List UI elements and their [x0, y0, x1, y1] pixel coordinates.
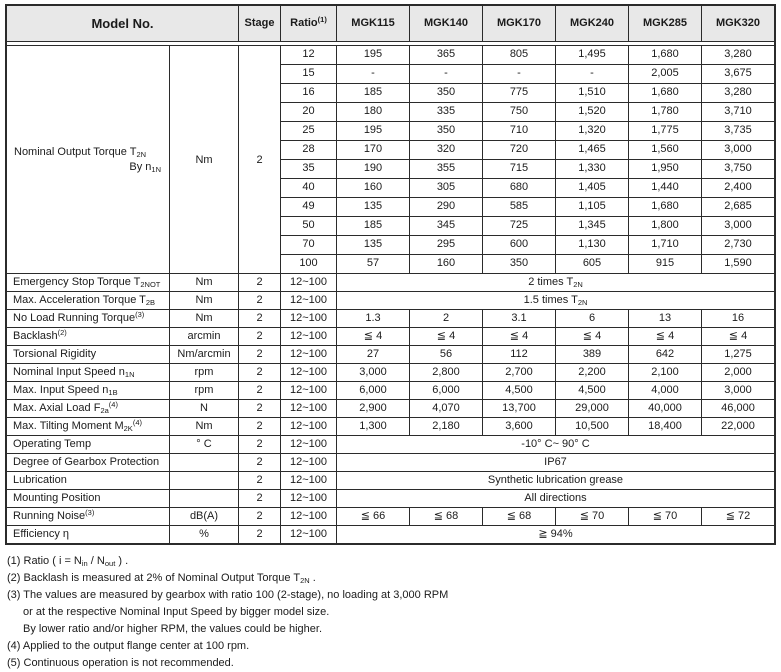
torque-value-cell: -	[337, 65, 410, 83]
spec-ratio-cell: 12~100	[281, 400, 337, 417]
spec-row	[7, 292, 774, 310]
spec-stage-cell: 2	[239, 328, 281, 345]
spec-value-cell: ≦ 68	[483, 508, 556, 525]
spec-label-cell: Operating Temp	[7, 436, 170, 453]
spec-row	[7, 436, 774, 454]
header-model-cell: MGK240	[556, 6, 629, 41]
spec-value-cell: ≦ 4	[483, 328, 556, 345]
spec-value-cell: 2,700	[483, 364, 556, 381]
spec-unit-cell: rpm	[170, 382, 239, 399]
spec-stage-cell: 2	[239, 526, 281, 543]
torque-value-cell: 3,675	[724, 67, 752, 79]
ratio-cell: 49	[281, 198, 337, 216]
torque-value-cell: 1,130	[556, 236, 629, 254]
spec-unit-cell: Nm	[170, 418, 239, 435]
spec-row	[7, 274, 774, 292]
spec-ratio-cell: 12~100	[281, 364, 337, 381]
torque-row	[281, 160, 774, 179]
torque-value-cell: 170	[337, 141, 410, 159]
spec-value-cell: 2	[410, 310, 483, 327]
torque-rows	[281, 46, 774, 273]
spec-value-cell: ≦ 4	[728, 330, 748, 342]
torque-unit-cell: Nm	[170, 46, 239, 273]
torque-value-cell: 3,000	[724, 219, 752, 231]
spec-ratio-cell: 12~100	[281, 382, 337, 399]
spec-value-cell: 4,500	[556, 382, 629, 399]
spec-value-cell: 27	[337, 346, 410, 363]
ratio-cell: 50	[281, 217, 337, 235]
spec-row	[7, 346, 774, 364]
torque-value-cell: 190	[337, 160, 410, 178]
spec-unit-cell: Nm	[170, 310, 239, 327]
spec-stage-cell: 2	[239, 418, 281, 435]
header-ratio: Ratio$^{(1)}$	[281, 6, 337, 41]
spec-value-cell: 13,700	[483, 400, 556, 417]
ratio-cell: 28	[281, 141, 337, 159]
torque-value-cell: 1,520	[556, 103, 629, 121]
spec-value-cell: ≦ 72	[725, 510, 751, 522]
torque-value-cell: -	[483, 65, 556, 83]
spec-unit-cell: Nm	[170, 292, 239, 309]
ratio-cell: 12	[281, 46, 337, 64]
torque-value-cell: 2,730	[724, 238, 752, 250]
spec-table	[5, 4, 776, 545]
spec-ratio-cell: 12~100	[281, 526, 337, 543]
spec-label-cell: Max. Input Speed $n_{1B}$	[7, 382, 170, 399]
spec-unit-cell: Nm/arcmin	[170, 346, 239, 363]
torque-value-cell: 1,105	[556, 198, 629, 216]
spec-value-cell: 16	[731, 312, 745, 324]
spec-span-cell: All directions	[524, 492, 587, 504]
torque-value-cell: 305	[410, 179, 483, 197]
spec-unit-cell: dB(A)	[170, 508, 239, 525]
torque-value-cell: 320	[410, 141, 483, 159]
torque-value-cell: 725	[483, 217, 556, 235]
spec-stage-cell: 2	[239, 274, 281, 291]
torque-row	[281, 122, 774, 141]
torque-value-cell: 1,495	[556, 46, 629, 64]
torque-value-cell: 1,800	[629, 217, 702, 235]
torque-value-cell: 710	[483, 122, 556, 140]
torque-value-cell: 3,750	[724, 162, 752, 174]
spec-span-cell: 1.5 times $T_{2N}$	[523, 294, 588, 307]
spec-value-cell: 112	[483, 346, 556, 363]
footnote-line: (3) The values are measured by gearbox with ratio 100 (2-stage), no loading at 3,000 RPM	[7, 589, 449, 601]
spec-value-cell: 1,275	[724, 348, 752, 360]
spec-value-cell: 6,000	[337, 382, 410, 399]
torque-value-cell: 715	[483, 160, 556, 178]
torque-row	[281, 217, 774, 236]
ratio-cell: 100	[281, 255, 337, 273]
ratio-cell: 25	[281, 122, 337, 140]
torque-row	[281, 65, 774, 84]
spec-value-cell: 29,000	[556, 400, 629, 417]
header-model-cell: MGK170	[483, 6, 556, 41]
footnote-line: or at the respective Nominal Input Speed by bigger model size.	[23, 606, 330, 618]
spec-value-cell: ≦ 4	[410, 328, 483, 345]
spec-value-cell: 2,200	[556, 364, 629, 381]
spec-span-cell: ≧ 94%	[538, 528, 573, 540]
spec-row	[7, 508, 774, 526]
spec-value-cell: 1,300	[337, 418, 410, 435]
header-stage: Stage	[239, 6, 281, 41]
header-model-cell: MGK320	[715, 17, 761, 29]
spec-unit-cell: %	[170, 526, 239, 543]
spec-value-cell: 6,000	[410, 382, 483, 399]
header-model-no: Model No.	[7, 6, 239, 41]
spec-ratio-cell: 12~100	[281, 508, 337, 525]
spec-value-cell: ≦ 70	[629, 508, 702, 525]
spec-value-cell: ≦ 4	[337, 328, 410, 345]
torque-value-cell: 350	[410, 122, 483, 140]
spec-stage-cell: 2	[239, 346, 281, 363]
spec-value-cell: 4,000	[629, 382, 702, 399]
spec-value-cell: 2,800	[410, 364, 483, 381]
spec-value-cell: 22,000	[721, 420, 755, 432]
spec-ratio-cell: 12~100	[281, 292, 337, 309]
spec-value-cell: 3,600	[483, 418, 556, 435]
header-model-cell: MGK285	[629, 6, 702, 41]
footnote-line: (4) Applied to the output flange center at 100 rpm.	[7, 640, 250, 652]
torque-value-cell: 605	[556, 255, 629, 273]
spec-ratio-cell: 12~100	[281, 490, 337, 507]
torque-value-cell: 355	[410, 160, 483, 178]
torque-value-cell: 180	[337, 103, 410, 121]
spec-unit-cell	[170, 490, 239, 507]
torque-value-cell: 295	[410, 236, 483, 254]
spec-value-cell: 389	[556, 346, 629, 363]
spec-value-cell: 10,500	[556, 418, 629, 435]
spec-value-cell: 3,000	[337, 364, 410, 381]
header-model-cell: MGK115	[337, 6, 410, 41]
torque-label-line2: By $n_{1N}$	[129, 160, 161, 174]
torque-value-cell: 350	[410, 84, 483, 102]
spec-ratio-cell: 12~100	[281, 310, 337, 327]
torque-value-cell: 2,685	[724, 200, 752, 212]
torque-value-cell: 1,320	[556, 122, 629, 140]
spec-ratio-cell: 12~100	[281, 418, 337, 435]
spec-ratio-cell: 12~100	[281, 328, 337, 345]
spec-value-cell: 2,100	[629, 364, 702, 381]
spec-label-cell: Torsional Rigidity	[7, 346, 170, 363]
spec-stage-cell: 2	[239, 382, 281, 399]
spec-value-cell: 2,180	[410, 418, 483, 435]
torque-value-cell: 1,405	[556, 179, 629, 197]
torque-value-cell: 290	[410, 198, 483, 216]
torque-value-cell: 720	[483, 141, 556, 159]
torque-value-cell: 680	[483, 179, 556, 197]
spec-row	[7, 418, 774, 436]
spec-value-cell: 4,500	[483, 382, 556, 399]
torque-row	[281, 84, 774, 103]
torque-value-cell: 160	[337, 179, 410, 197]
footnote-line: (5) Continuous operation is not recommended.	[7, 657, 234, 669]
footnote-line: (2) Backlash is measured at 2% of Nominal Output Torque $T_{2N}$ .	[7, 572, 316, 585]
spec-stage-cell: 2	[239, 292, 281, 309]
spec-row	[7, 328, 774, 346]
spec-label-cell: Mounting Position	[7, 490, 170, 507]
ratio-cell: 15	[281, 65, 337, 83]
footnotes	[7, 553, 781, 672]
torque-value-cell: 160	[410, 255, 483, 273]
spec-unit-cell	[170, 472, 239, 489]
torque-value-cell: 1,560	[629, 141, 702, 159]
torque-row	[281, 236, 774, 255]
ratio-cell: 35	[281, 160, 337, 178]
torque-value-cell: 1,710	[629, 236, 702, 254]
spec-label-cell: Backlash$^{(2)}$	[7, 328, 170, 345]
table-header-row	[7, 6, 774, 42]
torque-row	[281, 255, 774, 273]
torque-row	[281, 141, 774, 160]
torque-value-cell: 805	[483, 46, 556, 64]
spec-value-cell: 6	[556, 310, 629, 327]
spec-value-cell: ≦ 66	[337, 508, 410, 525]
spec-stage-cell: 2	[239, 364, 281, 381]
torque-label-line1: Nominal Output Torque $T_{2N}$	[14, 145, 147, 159]
torque-value-cell: 3,735	[724, 124, 752, 136]
torque-row	[281, 198, 774, 217]
torque-value-cell: 1,510	[556, 84, 629, 102]
spec-unit-cell	[170, 454, 239, 471]
spec-label-cell: Max. Axial Load $F_{2a}^{(4)}$	[7, 400, 170, 417]
spec-label-cell: Efficiency η	[7, 526, 170, 543]
torque-value-cell: 1,680	[629, 84, 702, 102]
torque-row	[281, 46, 774, 65]
spec-row	[7, 454, 774, 472]
spec-label-cell: Max. Acceleration Torque $T_{2B}$	[7, 292, 170, 309]
torque-value-cell: 185	[337, 217, 410, 235]
spec-row	[7, 526, 774, 543]
torque-value-cell: 1,345	[556, 217, 629, 235]
spec-value-cell: 18,400	[629, 418, 702, 435]
nominal-output-torque-block	[7, 46, 774, 274]
spec-value-cell: ≦ 68	[410, 508, 483, 525]
torque-value-cell: -	[556, 65, 629, 83]
spec-row	[7, 400, 774, 418]
footnote-line: (1) Ratio ( $i = N_{in} / N_{out}$ ) .	[7, 555, 129, 568]
spec-value-cell: 46,000	[721, 402, 755, 414]
spec-unit-cell: N	[170, 400, 239, 417]
torque-value-cell: 1,950	[629, 160, 702, 178]
torque-value-cell: 3,280	[724, 48, 752, 60]
spec-value-cell: 2,900	[337, 400, 410, 417]
torque-value-cell: 135	[337, 198, 410, 216]
spec-value-cell: 3.1	[483, 310, 556, 327]
torque-value-cell: 915	[629, 255, 702, 273]
spec-row	[7, 364, 774, 382]
torque-value-cell: 1,465	[556, 141, 629, 159]
spec-value-cell: 4,070	[410, 400, 483, 417]
spec-label-cell: Max. Tilting Moment $M_{2K}^{(4)}$	[7, 418, 170, 435]
spec-value-cell: ≦ 4	[556, 328, 629, 345]
torque-row	[281, 179, 774, 198]
torque-value-cell: 2,400	[724, 181, 752, 193]
spec-value-cell: ≦ 70	[556, 508, 629, 525]
spec-stage-cell: 2	[239, 490, 281, 507]
spec-value-cell: 40,000	[629, 400, 702, 417]
spec-stage-cell: 2	[239, 508, 281, 525]
spec-ratio-cell: 12~100	[281, 436, 337, 453]
ratio-cell: 20	[281, 103, 337, 121]
torque-label-cell	[7, 46, 170, 273]
torque-value-cell: 1,330	[556, 160, 629, 178]
torque-value-cell: 585	[483, 198, 556, 216]
spec-value-cell: 56	[410, 346, 483, 363]
torque-value-cell: 3,000	[724, 143, 752, 155]
torque-value-cell: 600	[483, 236, 556, 254]
spec-ratio-cell: 12~100	[281, 454, 337, 471]
spec-label-cell: Emergency Stop Torque $T_{2NOT}$	[7, 274, 170, 291]
spec-stage-cell: 2	[239, 472, 281, 489]
torque-value-cell: 135	[337, 236, 410, 254]
torque-value-cell: 3,280	[724, 86, 752, 98]
torque-value-cell: 195	[337, 122, 410, 140]
spec-stage-cell: 2	[239, 400, 281, 417]
torque-value-cell: 1,440	[629, 179, 702, 197]
footnote-line: By lower ratio and/or higher RPM, the values could be higher.	[23, 623, 322, 635]
torque-value-cell: 775	[483, 84, 556, 102]
spec-label-cell: Nominal Input Speed $n_{1N}$	[7, 364, 170, 381]
spec-label-cell: Running Noise$^{(3)}$	[7, 508, 170, 525]
torque-value-cell: 2,005	[629, 65, 702, 83]
spec-label-cell: No Load Running Torque$^{(3)}$	[7, 310, 170, 327]
spec-ratio-cell: 12~100	[281, 472, 337, 489]
torque-value-cell: -	[410, 65, 483, 83]
spec-value-cell: ≦ 4	[629, 328, 702, 345]
spec-value-cell: 13	[629, 310, 702, 327]
spec-span-cell: IP67	[544, 456, 567, 468]
torque-value-cell: 1,680	[629, 198, 702, 216]
spec-unit-cell: rpm	[170, 364, 239, 381]
spec-row	[7, 310, 774, 328]
torque-value-cell: 185	[337, 84, 410, 102]
torque-value-cell: 335	[410, 103, 483, 121]
ratio-cell: 16	[281, 84, 337, 102]
torque-value-cell: 345	[410, 217, 483, 235]
spec-span-cell: -10° C~ 90° C	[521, 438, 590, 450]
spec-unit-cell: Nm	[170, 274, 239, 291]
spec-stage-cell: 2	[239, 454, 281, 471]
torque-value-cell: 350	[483, 255, 556, 273]
ratio-cell: 40	[281, 179, 337, 197]
torque-value-cell: 365	[410, 46, 483, 64]
spec-stage-cell: 2	[239, 310, 281, 327]
spec-span-cell: Synthetic lubrication grease	[487, 474, 624, 486]
spec-row	[7, 382, 774, 400]
torque-value-cell: 57	[337, 255, 410, 273]
torque-value-cell: 1,780	[629, 103, 702, 121]
torque-value-cell: 195	[337, 46, 410, 64]
spec-unit-cell: arcmin	[170, 328, 239, 345]
spec-value-cell: 3,000	[724, 384, 752, 396]
ratio-cell: 70	[281, 236, 337, 254]
header-model-cell: MGK140	[410, 6, 483, 41]
spec-value-cell: 1.3	[337, 310, 410, 327]
torque-value-cell: 750	[483, 103, 556, 121]
torque-value-cell: 1,590	[724, 257, 752, 269]
spec-value-cell: 642	[629, 346, 702, 363]
spec-label-cell: Degree of Gearbox Protection	[7, 454, 170, 471]
torque-value-cell: 3,710	[724, 105, 752, 117]
torque-row	[281, 103, 774, 122]
torque-value-cell: 1,680	[629, 46, 702, 64]
spec-ratio-cell: 12~100	[281, 274, 337, 291]
spec-row	[7, 490, 774, 508]
spec-stage-cell: 2	[239, 436, 281, 453]
torque-value-cell: 1,775	[629, 122, 702, 140]
spec-row	[7, 472, 774, 490]
spec-value-cell: 2,000	[724, 366, 752, 378]
spec-unit-cell: ° C	[170, 436, 239, 453]
spec-ratio-cell: 12~100	[281, 346, 337, 363]
torque-stage-cell: 2	[239, 46, 281, 273]
spec-label-cell: Lubrication	[7, 472, 170, 489]
spec-span-cell: 2 times $T_{2N}$	[528, 276, 583, 289]
